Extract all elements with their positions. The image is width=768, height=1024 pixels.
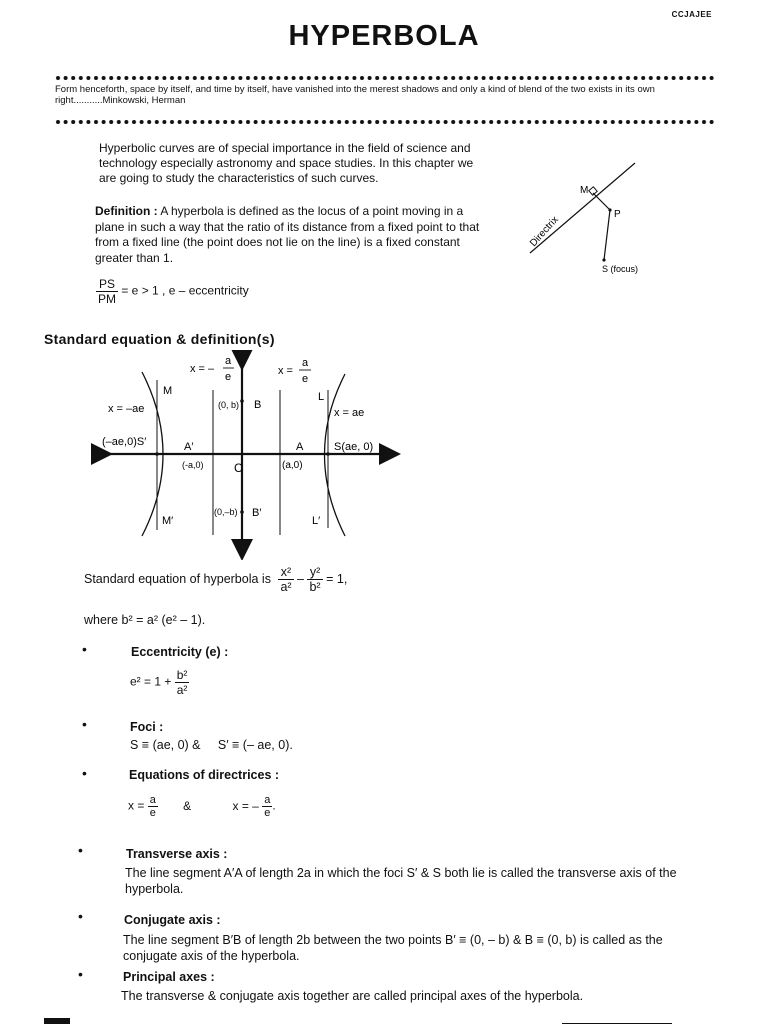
dotted-divider-bottom: [55, 119, 715, 125]
eq-y-den: b²: [309, 580, 321, 594]
page-tag: CCJAJEE: [671, 10, 712, 19]
dir-left-prefix: x = –: [190, 363, 215, 375]
eccentricity-ratio: [96, 277, 249, 306]
eq-minus: –: [297, 571, 304, 586]
footer-mark: [44, 1018, 70, 1024]
directrix-left-label: [190, 355, 234, 383]
label-x-neg-ae: x = –ae: [108, 403, 145, 415]
label-b-coord: (0, b): [218, 400, 240, 410]
point-b: [240, 399, 244, 403]
ratio-rest: = e > 1 , e – eccentricity: [121, 283, 249, 298]
intro-paragraph: Hyperbolic curves are of special importance in the field of science and technology especially astronomy and space studies. In this chapter we are going to study the characteristics of such curves.: [99, 141, 474, 185]
bullet-dot: •: [82, 716, 87, 732]
dir-eq2-lhs: x = –: [232, 798, 259, 813]
definition-text: A hyperbola is defined as the locus of a point moving in a plane in such a way that the ratio of its distance from a fixed point to that from a fixed line (the point does not lie on the line) is a fixed constant greater than 1.: [95, 204, 480, 265]
directrix-right-label: [278, 357, 311, 385]
dir-eq1-den: e: [149, 807, 156, 819]
dir-eq1-lhs: x =: [128, 798, 145, 813]
point-s: [602, 258, 605, 261]
label-s-prime: (–ae,0)S′: [102, 436, 147, 448]
principal-heading: Principal axes :: [123, 970, 215, 984]
dir-right-num: a: [301, 357, 309, 369]
dir-amp: &: [183, 798, 192, 813]
point-p: [608, 208, 611, 211]
conjugate-heading: Conjugate axis :: [124, 913, 221, 927]
dotted-divider-top: [55, 75, 715, 81]
label-c: C: [234, 461, 243, 475]
point-s: [326, 452, 330, 456]
pm-segment: [593, 193, 610, 210]
ecc-den: a²: [176, 683, 188, 697]
label-m-prime: M′: [162, 515, 174, 527]
definition-diagram: [520, 155, 680, 285]
label-a-coord: (a,0): [282, 460, 303, 471]
ecc-lhs: e² = 1 +: [130, 674, 172, 689]
ratio-denominator: PM: [98, 292, 116, 306]
dir-right-den: e: [301, 373, 309, 385]
dir-left-num: a: [224, 355, 232, 367]
bullet-dot: •: [78, 908, 83, 924]
ecc-num: b²: [176, 668, 188, 682]
hyperbola-diagram: [90, 350, 410, 560]
bullet-dot: •: [78, 966, 83, 982]
eq-x-den: a²: [280, 580, 292, 594]
label-a-prime-coord: (-a,0): [182, 460, 204, 470]
label-l-prime: L′: [312, 515, 321, 527]
dir-eq2-den: e: [264, 807, 271, 819]
foci-text: S ≡ (ae, 0) & S′ ≡ (– ae, 0).: [130, 738, 293, 752]
conjugate-text: The line segment B′B of length 2b between the two points B′ ≡ (0, – b) & B ≡ (0, b) is called as the conjugate axis of the hyperbola.: [123, 933, 663, 963]
ratio-numerator: PS: [96, 277, 118, 292]
transverse-heading: Transverse axis :: [126, 847, 228, 861]
definition-label: Definition :: [95, 204, 158, 218]
standard-equation: [84, 565, 347, 594]
label-l: L: [318, 391, 325, 403]
label-a: A: [296, 441, 304, 453]
directrices-heading: Equations of directrices :: [129, 768, 280, 782]
dir-eq2-num: a: [264, 794, 271, 806]
directrices-formula: [128, 794, 276, 819]
where-line: where b² = a² (e² – 1).: [84, 613, 206, 627]
dir-left-den: e: [224, 371, 232, 383]
right-angle-mark: [589, 187, 597, 195]
point-s-prime: [155, 452, 159, 456]
standard-eq-prefix: Standard equation of hyperbola is: [84, 571, 271, 586]
directrix-line: [530, 163, 635, 253]
bullet-dot: •: [78, 842, 83, 858]
ps-segment: [604, 210, 610, 260]
eq-x-num: x²: [278, 565, 293, 580]
section-heading: Standard equation & definition(s): [44, 331, 275, 347]
foci-heading: Foci :: [130, 720, 164, 734]
principal-text: The transverse & conjugate axis together are called principal axes of the hyperbola.: [121, 989, 584, 1003]
bullet-dot: •: [82, 641, 87, 657]
quote-text: Form henceforth, space by itself, and time by itself, have vanished into the merest shadows and only a kind of blend of the two exists in its own right...........Minkowski, Herman: [55, 84, 655, 106]
transverse-text: The line segment A′A of length 2a in which the foci S′ & S both lie is called the transverse axis of the hyperbola.: [125, 866, 677, 896]
dir-right-prefix: x =: [278, 365, 293, 377]
label-s: S(ae, 0): [334, 441, 374, 453]
bullet-dot: •: [82, 765, 87, 781]
definition-paragraph: [95, 204, 480, 266]
label-s-focus: S (focus): [602, 264, 639, 274]
eq-rhs: = 1,: [326, 571, 348, 586]
label-p: P: [614, 209, 621, 220]
label-b: B: [254, 399, 262, 411]
page-title: HYPERBOLA: [288, 20, 480, 52]
ecc-formula: [130, 668, 189, 697]
label-b-prime-coord: (0,–b): [214, 507, 238, 517]
eq-y-num: y²: [307, 565, 322, 580]
label-m: M: [163, 385, 173, 397]
label-m: M: [580, 185, 589, 196]
dir-eq1-num: a: [149, 794, 156, 806]
label-a-prime: A′: [184, 441, 194, 453]
directrix-label: Directrix: [528, 214, 561, 250]
label-b-prime: B′: [252, 507, 262, 519]
label-x-pos-ae: x = ae: [334, 407, 365, 419]
point-b-prime: [240, 510, 244, 514]
dir-end: .: [272, 798, 276, 813]
ecc-heading: Eccentricity (e) :: [131, 645, 229, 659]
